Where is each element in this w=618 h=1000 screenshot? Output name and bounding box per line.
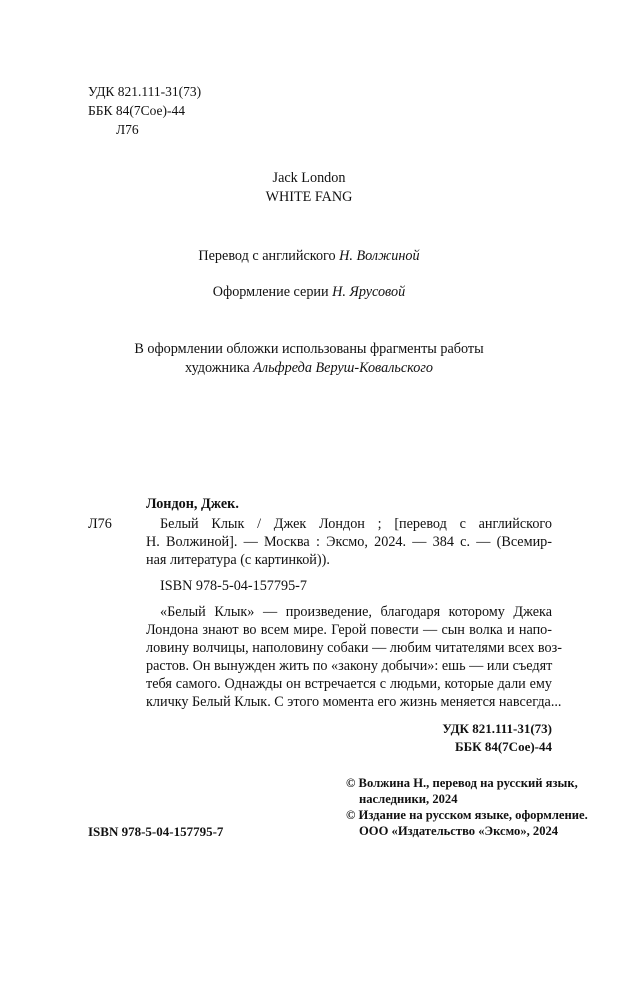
card-heading: Лондон, Джек. — [146, 496, 239, 512]
top-author-mark: Л76 — [116, 122, 139, 137]
series-design-credit — [0, 284, 618, 301]
translation-credit — [0, 248, 618, 265]
annotation-line: кличку Белый Клык. С этого момента его жизнь меняется навсегда... — [146, 694, 562, 710]
annotation-line: «Белый Клык» — произведение, благодаря которому Джека — [160, 604, 552, 620]
copyright-translation: © Волжина Н., перевод на русский язык, — [346, 776, 578, 790]
designer-name: Н. Ярусовой — [332, 284, 406, 300]
bottom-isbn: ISBN 978-5-04-157795-7 — [88, 824, 224, 839]
cover-credit-line2 — [0, 360, 618, 377]
top-bbk: ББК 84(7Сое)-44 — [88, 103, 186, 118]
copyright-heirs: наследники, 2024 — [359, 792, 458, 806]
cover-credit-prefix: художника — [185, 360, 254, 376]
annotation-line: тебя самого. Однажды он встречается с людьми, которые дали ему — [146, 676, 552, 692]
card-udk: УДК 821.111-31(73) — [442, 721, 552, 736]
annotation-line: Лондона знают во всем мире. Герой повести — сын волка и напо- — [146, 622, 552, 638]
original-author: Jack London — [272, 170, 346, 186]
card-bbk: ББК 84(7Сое)-44 — [454, 739, 552, 754]
card-description-line: ная литература (с картинкой)). — [146, 552, 330, 568]
copyright-edition: © Издание на русском языке, оформление. — [346, 808, 588, 822]
card-isbn: ISBN 978-5-04-157795-7 — [160, 578, 307, 594]
design-prefix: Оформление серии — [212, 284, 333, 300]
card-author-mark: Л76 — [88, 516, 112, 532]
copyright-publisher: ООО «Издательство «Эксмо», 2024 — [359, 824, 559, 838]
card-description-line: Белый Клык / Джек Лондон ; [перевод с английского — [160, 516, 552, 532]
cover-credit-line1: В оформлении обложки использованы фрагменты работы — [134, 341, 484, 357]
top-udk: УДК 821.111-31(73) — [88, 84, 202, 99]
card-description-line: Н. Волжиной]. — Москва : Эксмо, 2024. — 384 с. — (Всемир- — [146, 534, 552, 550]
cover-artist-name: Альфреда Веруш-Ковальского — [253, 360, 433, 376]
original-title: WHITE FANG — [265, 189, 353, 205]
top-classification — [88, 82, 201, 139]
annotation-line: растов. Он вынужден жить по «закону добычи»: ешь — или съедят — [146, 658, 553, 674]
translation-prefix: Перевод с английского — [198, 248, 340, 264]
translator-name: Н. Волжиной — [339, 248, 420, 264]
annotation-line: ловину волчицы, наполовину собаки — любим читателями всех воз- — [146, 640, 562, 656]
